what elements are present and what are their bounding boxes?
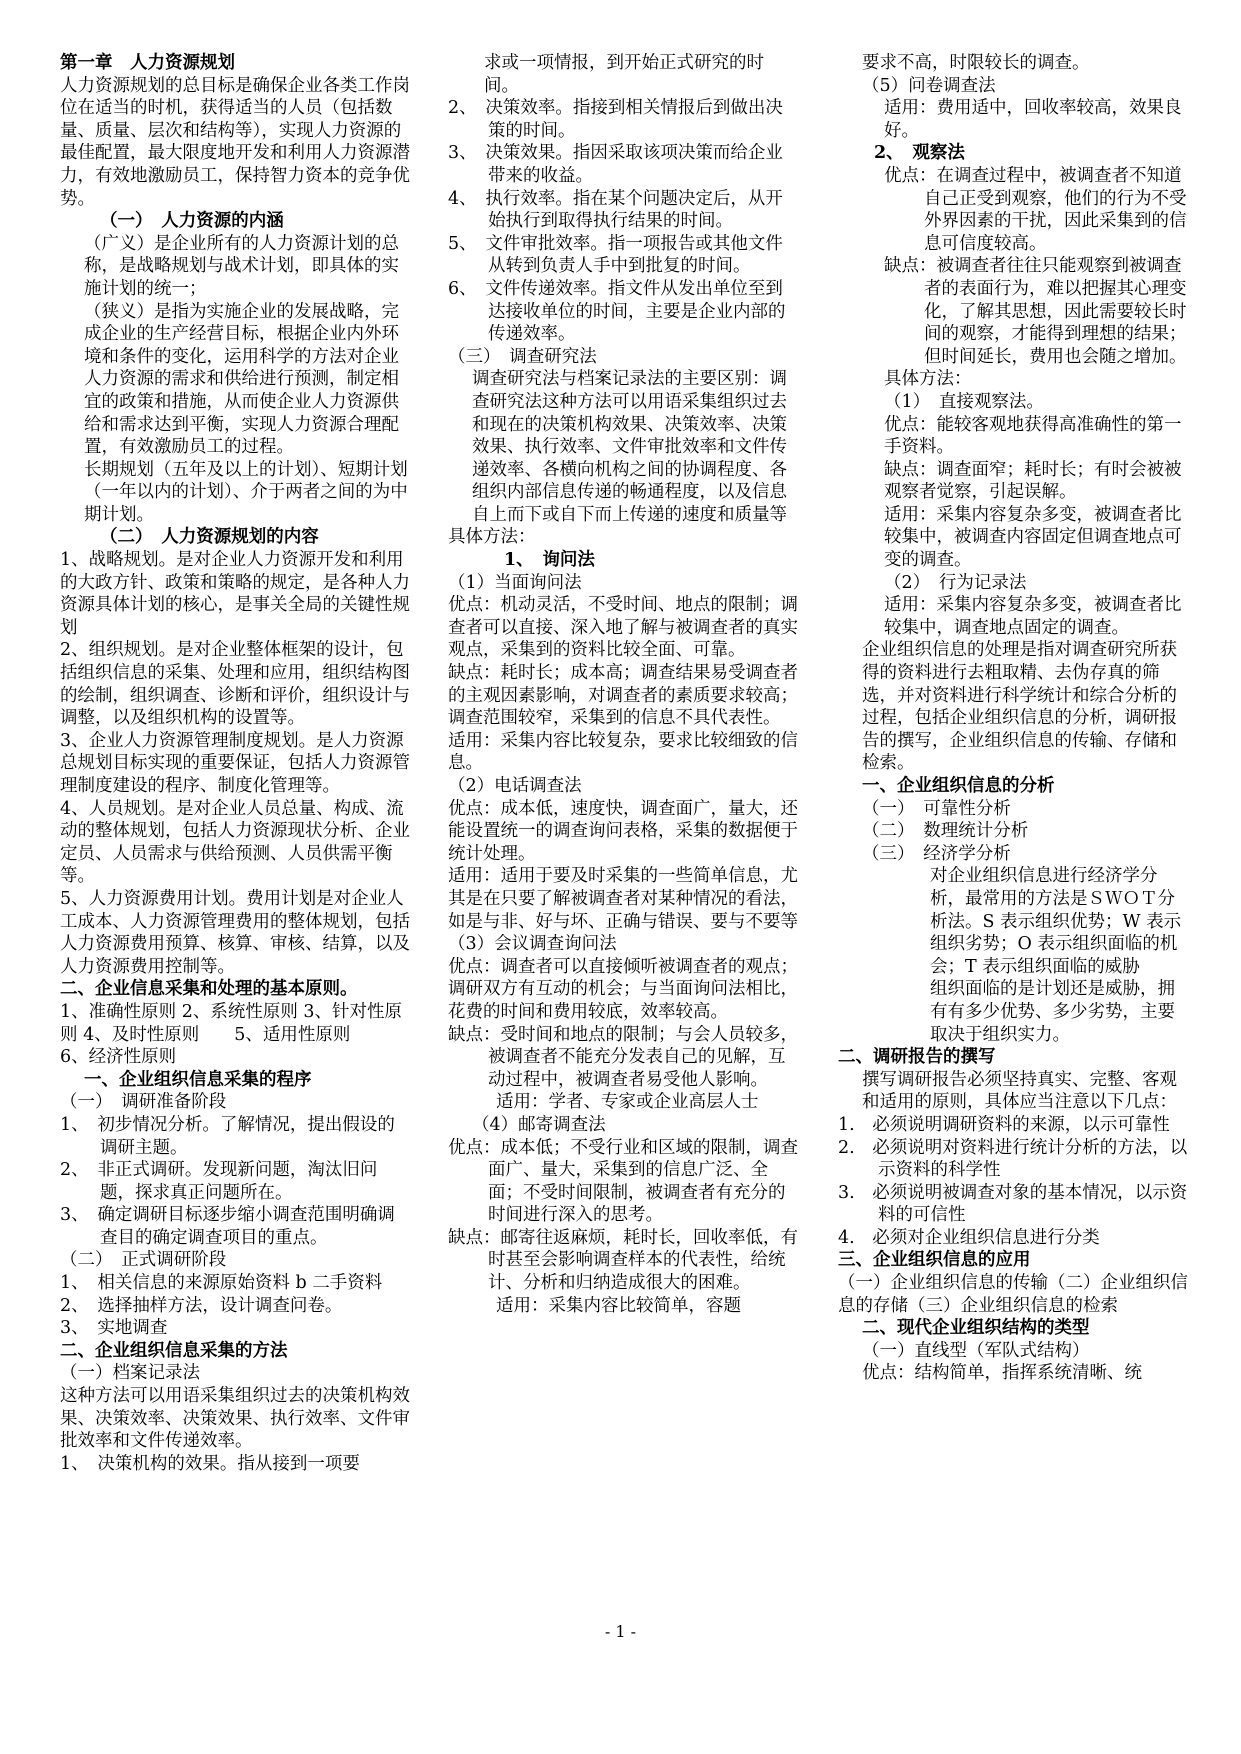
paragraph: 企业组织信息的处理是指对调查研究所获得的资料进行去粗取精、去伪存真的筛选，并对资料进行科学统计和综合分析的过程，包括企业组织信息的分析，调研报告的撰写，企业组织信息的传输、存储和检索。	[862, 640, 1177, 774]
list-item: （一） 可靠性分析	[862, 798, 1011, 819]
paragraph: 缺点：被调查者往往只能观察到被调查者的表面行为，难以把握其心理变化，了解其思想，因此需要较长时间的观察，才能得到理想的结果；但时间延长，费用也会随之增加。	[884, 256, 1187, 367]
subheading: （5）问卷调查法	[862, 75, 996, 96]
paragraph: 人力资源规划的总目标是确保企业各类工作岗位在适当的时机，获得适当的人员（包括数量、质量、层次和结构等），实现人力资源的最佳配置，最大限度地开发和利用人力资源潜力，有效地激励员工，保持智力资本的竞争优势。	[60, 75, 410, 209]
subheading: （二） 正式调研阶段	[60, 1250, 227, 1271]
paragraph: （广义）是企业所有的人力资源计划的总称，是战略规划与战术计划，即具体的实施计划的统一；	[84, 233, 399, 299]
list-item: 5、 文件审批效率。指一项报告或其他文件从转到负责人手中到批复的时间。	[448, 233, 783, 277]
subheading: （一）档案记录法	[60, 1363, 200, 1384]
middle-column	[448, 52, 798, 1317]
list-item: 1. 必须说明调研资料的来源，以示可靠性	[838, 1114, 1170, 1135]
subheading: （2）电话调查法	[448, 776, 582, 796]
paragraph: 适用：适用于要及时采集的一些简单信息，尤其是在只要了解被调查者对某种情况的看法，如是与非、好与坏、正确与错误、要与不要等	[448, 866, 798, 932]
list-item: 2、 非正式调研。发现新问题，淘汰旧问题，探求真正问题所在。	[60, 1160, 378, 1203]
list-item: （三） 经济学分析	[862, 843, 1011, 864]
paragraph: 缺点：调查面窄；耗时长；有时会被被观察者觉察，引起误解。	[884, 459, 1182, 503]
paragraph: 长期规划（五年及以上的计划）、短期计划（一年以内的计划）、介于两者之间的为中期计划。	[84, 459, 408, 525]
paragraph: 这种方法可以用语采集组织过去的决策机构效果、决策效率、决策效果、执行效率、文件审批效率和文件传递效率。	[60, 1386, 410, 1452]
subheading: （1）当面询问法	[448, 572, 582, 593]
paragraph: 适用：费用适中，回收率较高，效果良好。	[884, 98, 1182, 141]
list-item: 3. 必须说明被调查对象的基本情况，以示资料的可信性	[838, 1182, 1188, 1226]
list-item: 3、 决策效果。指因采取该项决策而给企业带来的收益。	[448, 143, 783, 186]
paragraph: 优点：在调查过程中，被调查者不知道自己正受到观察，他们的行为不受外界因素的干扰，因此采集到的信息可信度较高。	[884, 165, 1187, 254]
paragraph: 优点：能较客观地获得高准确性的第一手资料。	[884, 414, 1182, 458]
paragraph: 优点：调查者可以直接倾听被调查者的观点；调研双方有互动的机会；与当面询问法相比，花费的时间和费用较底，效率较高。	[448, 956, 798, 1022]
list-item: 2、 选择抽样方法，设计调查问卷。	[60, 1295, 343, 1316]
left-column	[60, 52, 412, 1475]
paragraph: （一）企业组织信息的传输（二）企业组织信息的存储（三）企业组织信息的检索	[838, 1273, 1188, 1316]
list-item: 1、 相关信息的来源原始资料 b 二手资料	[60, 1273, 383, 1294]
paragraph: 优点：成本低；不受行业和区域的限制，调查面广、量大，采集到的信息广泛、全面；不受时间限制，被调查者有充分的时间进行深入的思考。	[448, 1137, 798, 1226]
list-item: 1、 决策机构的效果。指从接到一项要	[60, 1453, 360, 1474]
list-item: 6、 文件传递效率。指文件从发出单位至到达接收单位的时间，主要是企业内部的传递效率。	[448, 278, 786, 345]
list-item: 2、 决策效率。指接到相关情报后到做出决策的时间。	[448, 98, 783, 141]
paragraph: 求或一项情报，到开始正式研究的时间。	[484, 53, 764, 96]
subheading: （1） 直接观察法。	[884, 391, 1044, 412]
list-item: （二） 数理统计分析	[862, 821, 1029, 842]
list-item: 5、人力资源费用计划。费用计划是对企业人工成本、人力资源管理费用的整体规划，包括人力资源费用预算、核算、审核、结算，以及人力资源费用控制等。	[60, 888, 410, 977]
section-heading: 一、企业组织信息的分析	[862, 776, 1055, 796]
list-item: 1、战略规划。是对企业人力资源开发和利用的大政方针、政策和策略的规定，是各种人力资源具体计划的核心，是事关全局的关键性规划	[60, 550, 410, 638]
paragraph: 要求不高，时限较长的调查。	[862, 53, 1090, 73]
list-item: 1、 初步情况分析。了解情况，提出假设的调研主题。	[60, 1114, 395, 1158]
subheading: （三） 调查研究法	[448, 346, 597, 367]
paragraph: 适用：采集内容复杂多变，被调查者比较集中，调查地点固定的调查。	[884, 595, 1182, 638]
list-item: 2. 必须说明对资料进行统计分析的方法，以示资料的科学性	[838, 1137, 1188, 1181]
section-heading: 三、企业组织信息的应用	[838, 1250, 1031, 1271]
section-heading: （二） 人力资源规划的内容	[100, 527, 319, 548]
paragraph: 组织面临的是计划还是威胁，拥有有多少优势、多少劣势，主要取决于组织实力。	[930, 979, 1175, 1045]
right-column	[838, 52, 1190, 1385]
paragraph: （狭义）是指为实施企业的发展战略，完成企业的生产经营目标，根据企业内外环境和条件的变化，运用科学的方法对企业人力资源的需求和供给进行预测，制定相宜的政策和措施，从而使企业人力资源供给和需求达到平衡，实现人力资源合理配置，有效激励员工的过程。	[84, 301, 399, 458]
list-item: 3、 确定调研目标逐步缩小调查范围明确调查目的确定调查项目的重点。	[60, 1205, 395, 1248]
subheading: （一） 调研准备阶段	[60, 1092, 227, 1113]
section-heading: 一、企业组织信息采集的程序	[84, 1069, 312, 1090]
chapter-title: 第一章 人力资源规划	[60, 53, 235, 73]
paragraph: 适用：采集内容复杂多变，被调查者比较集中，被调查内容固定但调查地点可变的调查。	[884, 504, 1182, 571]
subheading: （3）会议调查询问法	[448, 934, 617, 955]
section-heading: 二、调研报告的撰写	[838, 1047, 996, 1068]
paragraph: 适用：采集内容比较简单，容题	[496, 1295, 741, 1316]
section-heading: 二、现代企业组织结构的类型	[862, 1318, 1090, 1339]
subheading: （一）直线型（军队式结构）	[862, 1340, 1090, 1361]
paragraph: 适用：学者、专家或企业高层人士	[496, 1092, 759, 1113]
list-item: 4、人员规划。是对企业人员总量、构成、流动的整体规划，包括人力资源现状分析、企业定员、人员需求与供给预测、人员供需平衡等。	[60, 798, 410, 887]
paragraph: 优点：结构简单，指挥系统清晰、统	[862, 1363, 1142, 1384]
list-item: 3、企业人力资源管理制度规划。是人力资源总规划目标实现的重要保证，包括人力资源管理制度建设的程序、制度化管理等。	[60, 730, 410, 796]
paragraph: 缺点：受时间和地点的限制；与会人员较多，被调查者不能充分发表自己的见解，互动过程中，被调查者易受他人影响。	[448, 1024, 798, 1090]
list-item: 2、组织规划。是对企业整体框架的设计，包括组织信息的采集、处理和应用，组织结构图的绘制，组织调查、诊断和评价，组织设计与调整，以及组织机构的设置等。	[60, 640, 410, 729]
paragraph: 具体方法：	[448, 527, 536, 548]
paragraph: 适用：采集内容比较复杂，要求比较细致的信息。	[448, 730, 798, 774]
section-heading: 二、企业组织信息采集的方法	[60, 1340, 288, 1361]
list-item: 4. 必须对企业组织信息进行分类	[838, 1227, 1100, 1248]
method-heading: 1、 询问法	[504, 550, 595, 571]
subheading: （2） 行为记录法	[884, 572, 1027, 593]
paragraph: 缺点：邮寄往返麻烦，耗时长，回收率低，有时甚至会影响调查样本的代表性，给统计、分析和归纳造成很大的困难。	[448, 1227, 798, 1294]
list-item: 3、 实地调查	[60, 1318, 168, 1339]
page-number: - 1 -	[604, 1622, 637, 1641]
paragraph: 1、准确性原则 2、系统性原则 3、针对性原则 4、及时性原则 5、适用性原则 6、经济性原则	[60, 1001, 403, 1068]
paragraph: 优点：机动灵活，不受时间、地点的限制；调查者可以直接、深入地了解与被调查者的真实观点，采集到的资料比较全面、可靠。	[448, 595, 798, 661]
method-heading: 2、 观察法	[874, 143, 965, 164]
section-heading: （一） 人力资源的内涵	[100, 211, 284, 232]
section-heading: 二、企业信息采集和处理的基本原则。	[60, 979, 358, 1000]
paragraph: 对企业组织信息进行经济学分析，最常用的方法是ＳＷＯＴ分析法。S 表示组织优势；W 表示组织劣势；O 表示组织面临的机会；T 表示组织面临的威胁	[930, 866, 1182, 977]
paragraph: 优点：成本低，速度快，调查面广，量大，还能设置统一的调查询问表格，采集的数据便于统计处理。	[448, 798, 798, 864]
list-item: 4、 执行效率。指在某个问题决定后，从开始执行到取得执行结果的时间。	[448, 188, 783, 232]
paragraph: 具体方法：	[884, 369, 972, 390]
subheading: （4）邮寄调查法	[472, 1114, 606, 1135]
paragraph: 缺点：耗时长；成本高；调查结果易受调查者的主观因素影响，对调查者的素质要求较高；调查范围较窄，采集到的信息不具代表性。	[448, 663, 798, 729]
paragraph: 撰写调研报告必须坚持真实、完整、客观和适用的原则，具体应当注意以下几点：	[862, 1069, 1177, 1113]
paragraph: 调查研究法与档案记录法的主要区别：调查研究法这种方法可以用语采集组织过去和现在的决策机构效果、决策效率、决策效果、执行效率、文件审批效率和文件传递效率、各横向机构之间的协调程度、各组织内部信息传递的畅通程度，以及信息自上而下或自下而上传递的速度和质量等	[472, 369, 787, 525]
